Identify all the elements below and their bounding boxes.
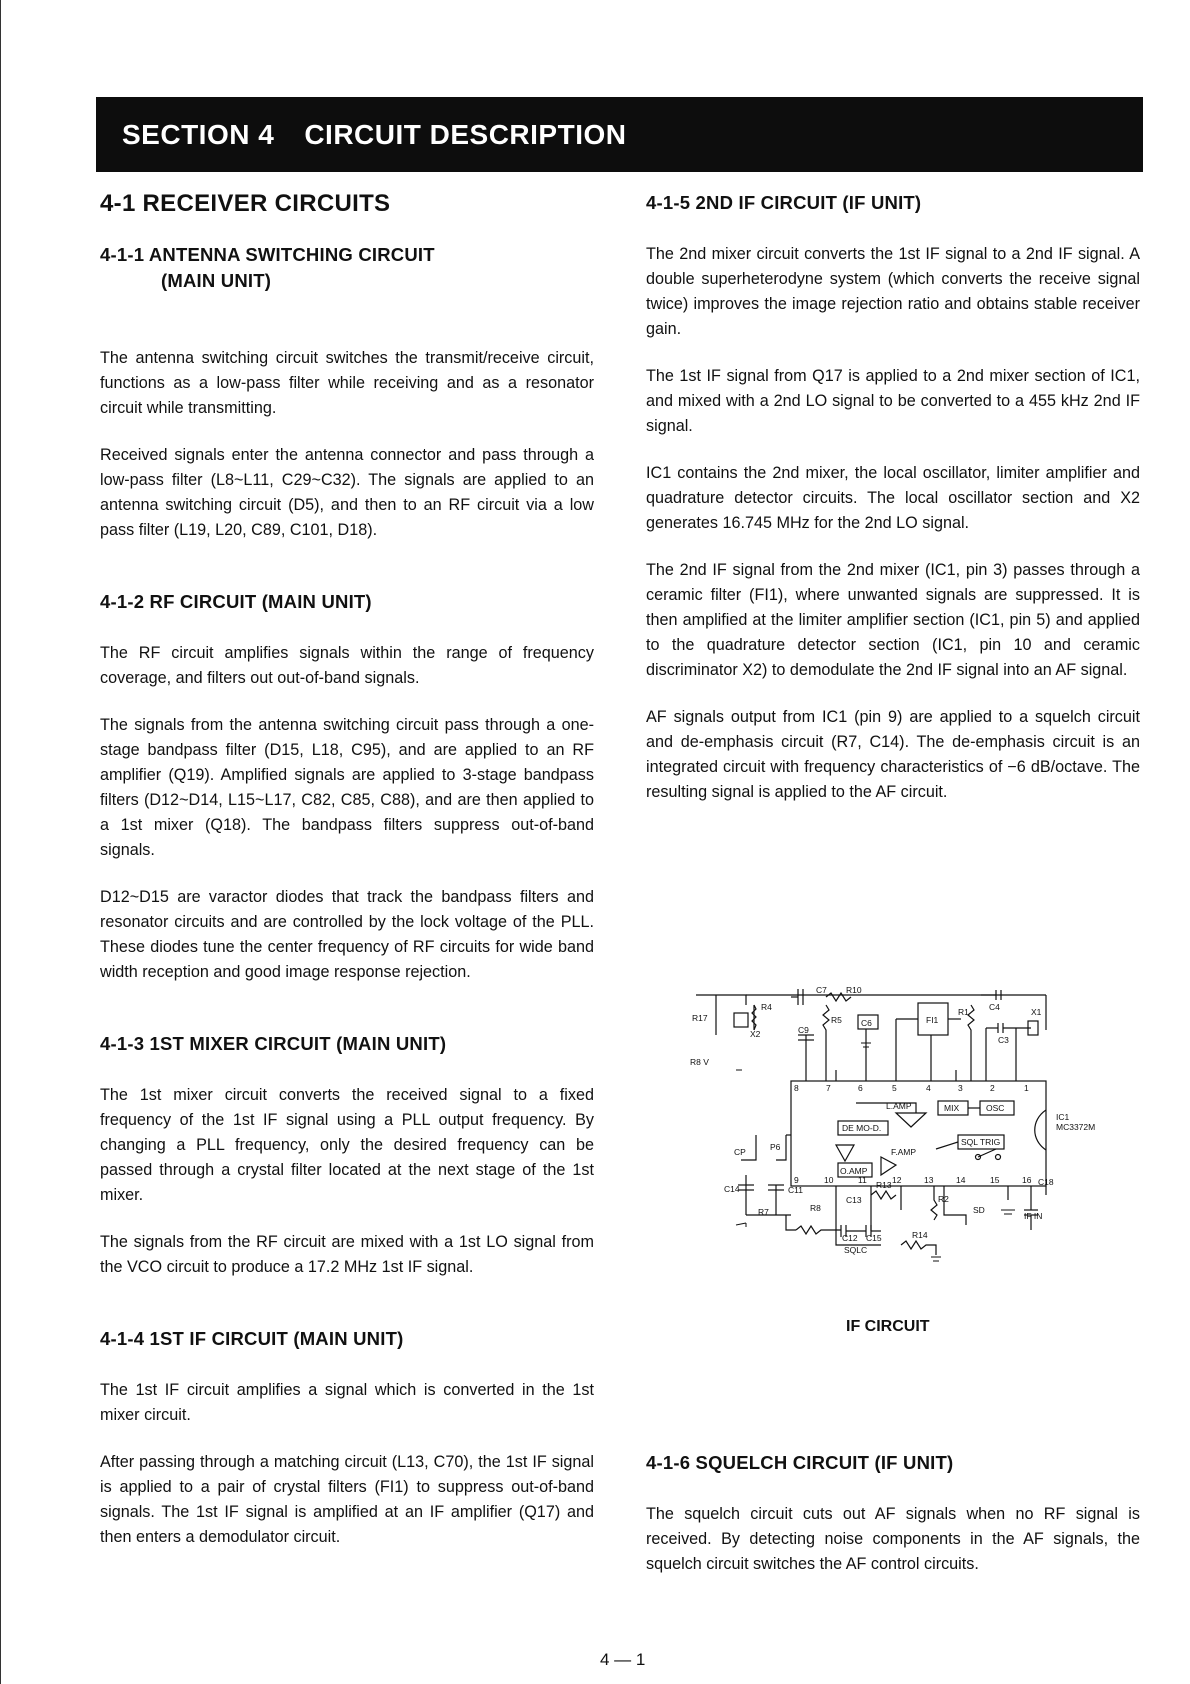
label-pin14: 14 [956,1175,966,1185]
label-ic1-part: MC3372M [1056,1122,1096,1132]
second-if-paragraph-5: AF signals output from IC1 (pin 9) are applied to a squelch circuit and de-emphasis circuit (R7, C14). The de-emphasis circuit is an integrated circuit with frequency characteristics of −6 dB/octave. The resulting signal is applied to the AF circuit. [646,708,1140,801]
label-r17: R17 [692,1013,708,1023]
antenna-switching-heading-line2: (MAIN UNIT) [161,270,272,291]
label-r13: R13 [876,1180,892,1190]
label-pin4: 4 [926,1083,931,1093]
label-if-in: IF IN [1024,1211,1043,1221]
antenna-switching-paragraph-1: The antenna switching circuit switches the transmit/receive circuit, functions as a low-pass filter while receiving and as a resonator circuit while transmitting. [100,349,594,417]
label-c11: C11 [788,1185,803,1195]
label-r14: R14 [912,1230,928,1240]
label-c14: C14 [724,1184,740,1194]
antenna-switching-heading [100,242,594,294]
squelch-section [646,1450,1140,1577]
rf-circuit-paragraph-2: The signals from the antenna switching circuit pass through a one-stage bandpass filter (D15, L18, C95), and are applied to an RF amplifier (Q19). Amplified signals are applied to 3-stage bandpass filters (D12~D14, L15~L17, C82, C85, C88), and are then applied to a 1st mixer (Q18). The bandpass filters suppress out-of-band signals. [100,716,594,859]
label-demod: DE MO-D. [842,1123,882,1133]
label-c6: C6 [861,1018,872,1028]
if-circuit-schematic [686,985,1126,1305]
label-pin8: 8 [794,1083,799,1093]
label-pin11: 11 [858,1175,867,1185]
label-c18: C18 [1038,1177,1054,1187]
label-pin16: 16 [1022,1175,1032,1185]
label-pin1: 1 [1024,1083,1029,1093]
label-pin5: 5 [892,1083,897,1093]
second-if-paragraph-1: The 2nd mixer circuit converts the 1st IF signal to a 2nd IF signal. A double superheterodyne system (which converts the receive signal twice) improves the image rejection ratio and obtains stable receiver gain. [646,245,1140,338]
second-if-heading: 4-1-5 2ND IF CIRCUIT (IF UNIT) [646,192,922,213]
rf-circuit-paragraph-3: D12~D15 are varactor diodes that track the bandpass filters and resonator circuits and are controlled by the lock voltage of the PLL. These diodes tune the center frequency of RF circuits for wide band width reception and good image response rejection. [100,888,594,981]
label-pin6: 6 [858,1083,863,1093]
label-c13: C13 [846,1195,862,1205]
ic1-body [791,1081,1046,1186]
label-fi1: FI1 [926,1015,939,1025]
right-column [646,190,1140,805]
label-x1: X1 [1031,1007,1042,1017]
page-number: 4 — 1 [600,1650,646,1669]
label-pin15: 15 [990,1175,1000,1185]
label-ic1: IC1 [1056,1112,1070,1122]
label-c15: C15 [866,1233,882,1243]
label-r7: R7 [758,1207,769,1217]
section-number: SECTION 4 [122,119,275,150]
receiver-circuits-heading: 4-1 RECEIVER CIRCUITS [100,190,391,217]
label-p6: P6 [770,1142,781,1152]
x2-crystal-symbol [734,1013,748,1027]
label-pin2: 2 [990,1083,995,1093]
label-c7: C7 [816,985,827,995]
squelch-paragraph-1: The squelch circuit cuts out AF signals when no RF signal is received. By detecting noise components in the AF signals, the squelch circuit switches the AF control circuits. [646,1505,1140,1573]
label-c12: C12 [842,1233,858,1243]
antenna-switching-heading-line1: 4-1-1 ANTENNA SWITCHING CIRCUIT [100,244,435,265]
label-sqlc: SQLC [844,1245,868,1255]
second-if-paragraph-2: The 1st IF signal from Q17 is applied to a 2nd mixer section of IC1, and mixed with a 2nd LO signal to be converted to a 455 kHz 2nd IF signal. [646,367,1140,435]
label-f-amp: F.AMP [891,1147,917,1157]
label-r1: R1 [958,1007,969,1017]
label-pin7: 7 [826,1083,831,1093]
first-if-paragraph-1: The 1st IF circuit amplifies a signal which is converted in the 1st mixer circuit. [100,1381,594,1424]
label-r10: R10 [846,985,862,995]
page-binding-edge [0,0,1,1684]
first-mixer-heading: 4-1-3 1ST MIXER CIRCUIT (MAIN UNIT) [100,1033,447,1054]
first-mixer-paragraph-1: The 1st mixer circuit converts the received signal to a fixed frequency of the 1st IF signal using a PLL output frequency. By changing a PLL frequency, only the desired frequency can be passed through a crystal filter located at the next stage of the 1st mixer. [100,1086,594,1204]
label-pin12: 12 [892,1175,902,1185]
label-r2: R2 [938,1194,949,1204]
label-osc: OSC [986,1103,1005,1113]
antenna-switching-paragraph-2: Received signals enter the antenna connector and pass through a low-pass filter (L8~L11, C29~C32). The signals are applied to an antenna switching circuit (D5), and then to an RF circuit via a low pass filter (L19, L20, C89, C101, D18). [100,446,594,539]
first-mixer-paragraph-2: The signals from the RF circuit are mixed with a 1st LO signal from the VCO circuit to produce a 17.2 MHz 1st IF signal. [100,1233,594,1276]
diagram-caption: IF CIRCUIT [846,1318,930,1335]
first-if-heading: 4-1-4 1ST IF CIRCUIT (MAIN UNIT) [100,1328,404,1349]
label-r8v: R8 V [690,1057,709,1067]
label-c4: C4 [989,1002,1000,1012]
second-if-paragraph-3: IC1 contains the 2nd mixer, the local oscillator, limiter amplifier and quadrature detector circuits. The local oscillator section and X2 generates 16.745 MHz for the 2nd LO signal. [646,464,1140,532]
label-sql-trig: SQL TRIG [961,1137,1001,1147]
label-r8: R8 [810,1203,821,1213]
left-column [100,190,594,1550]
rf-circuit-paragraph-1: The RF circuit amplifies signals within the range of frequency coverage, and filters out out-of-band signals. [100,644,594,687]
label-x2: X2 [750,1029,761,1039]
label-c3: C3 [998,1035,1009,1045]
label-cp: CP [734,1147,746,1157]
label-pin9: 9 [794,1175,799,1185]
label-c9: C9 [798,1025,809,1035]
section-banner [96,97,1143,172]
label-o-amp: O.AMP [840,1166,868,1176]
label-pin3: 3 [958,1083,963,1093]
label-r5: R5 [831,1015,842,1025]
label-pin10: 10 [824,1175,834,1185]
label-sd: SD [973,1205,985,1215]
second-if-paragraph-4: The 2nd IF signal from the 2nd mixer (IC1, pin 3) passes through a ceramic filter (FI1), where unwanted signals are suppressed. It is then amplified at the limiter amplifier section (IC1, pin 5) and applied to the quadrature detector section (IC1, pin 10 and ceramic discriminator X2) to demodulate the 2nd IF signal into an AF signal. [646,561,1140,679]
label-r4: R4 [761,1002,772,1012]
label-pin13: 13 [924,1175,934,1185]
rf-circuit-heading: 4-1-2 RF CIRCUIT (MAIN UNIT) [100,591,372,612]
label-mix: MIX [944,1103,960,1113]
section-title: CIRCUIT DESCRIPTION [304,119,627,150]
first-if-paragraph-2: After passing through a matching circuit (L13, C70), the 1st IF signal is applied to a pair of crystal filters (FI1) to suppress out-of-band signals. The 1st IF signal is amplified at an IF amplifier (Q17) and then enters a demodulator circuit. [100,1453,594,1546]
label-lamp: L.AMP [886,1101,912,1111]
squelch-heading: 4-1-6 SQUELCH CIRCUIT (IF UNIT) [646,1452,954,1473]
